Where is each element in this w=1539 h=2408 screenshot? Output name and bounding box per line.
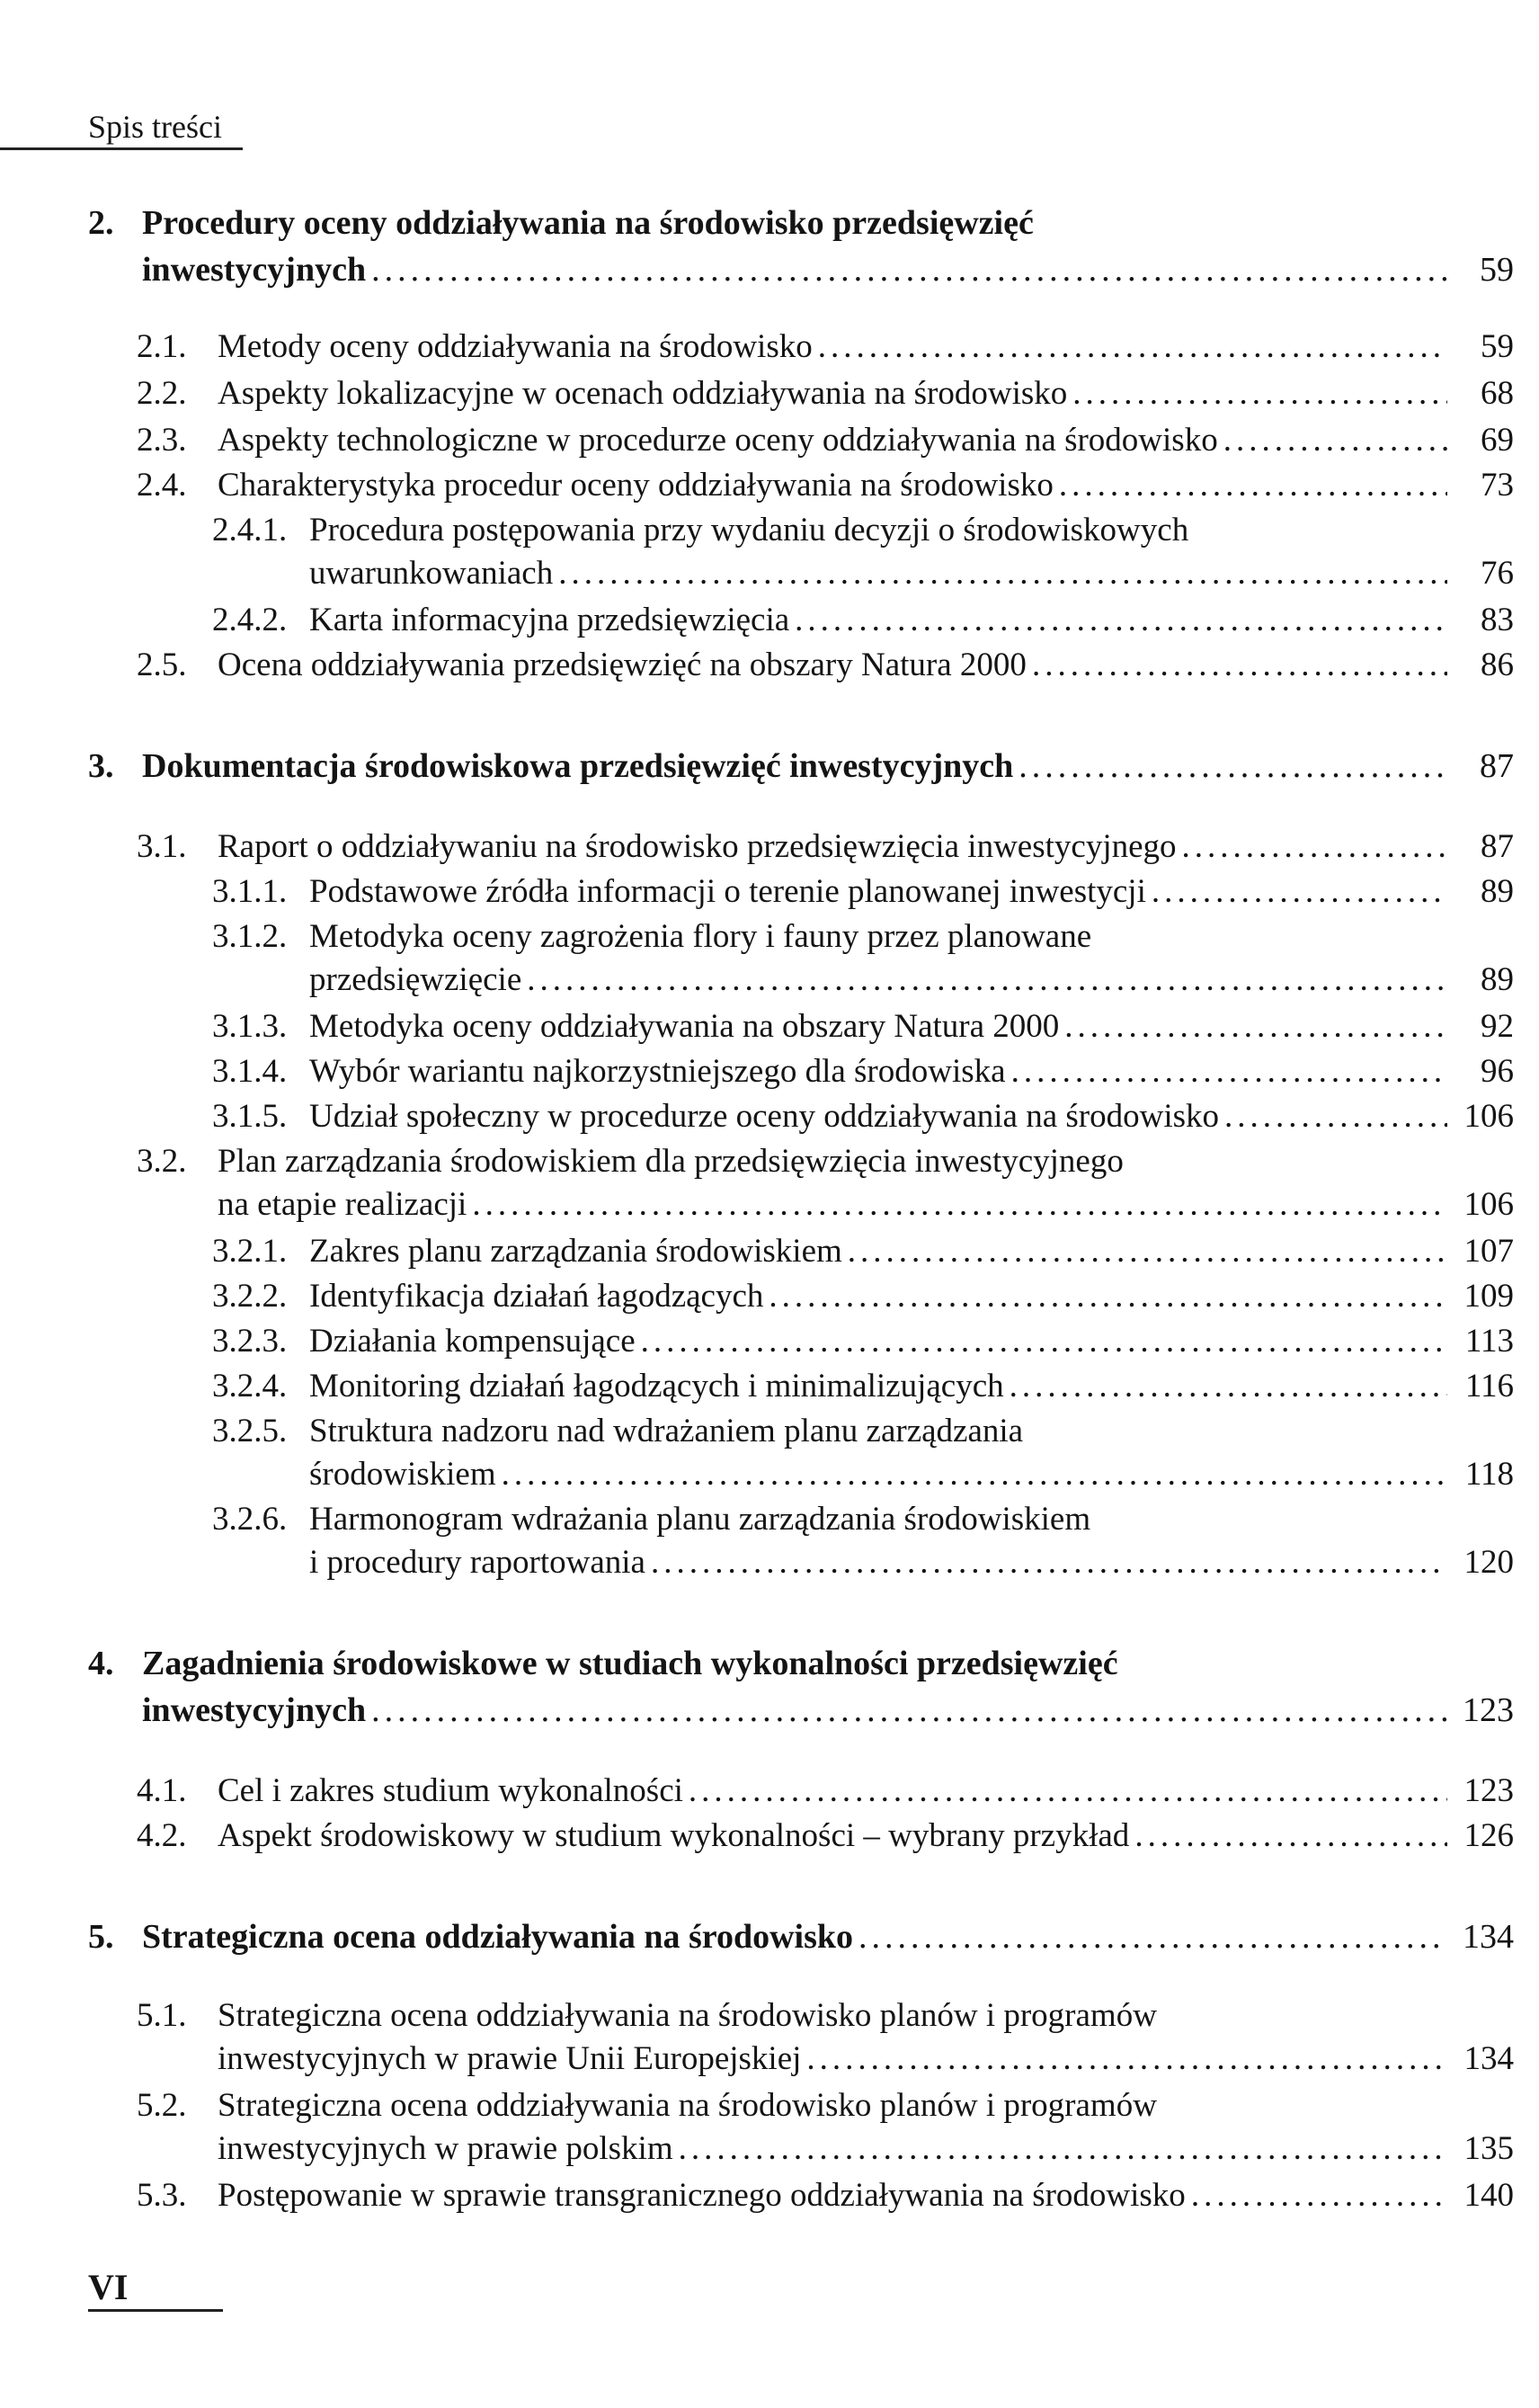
toc-entry-title-line: Postępowanie w sprawie transgranicznego oddziaływania na środowisko: [218, 2177, 1186, 2214]
dot-leader: [558, 552, 1447, 595]
toc-entry-number: 3.: [88, 747, 114, 785]
toc-entry-number: 2.1.: [137, 328, 187, 365]
toc-page-number: 73: [1481, 467, 1514, 504]
toc-entry-title-line: Ocena oddziaływania przedsięwzięć na obszary Natura 2000: [218, 647, 1027, 683]
toc-entry-title-line: Metodyka oceny zagrożenia flory i fauny przez planowane: [309, 918, 1092, 955]
toc-entry-number: 4.: [88, 1645, 114, 1682]
toc-page-number: 87: [1480, 747, 1514, 785]
toc-entry-number: 2.3.: [137, 422, 187, 459]
toc-entry-number: 4.1.: [137, 1772, 187, 1809]
toc-entry-number: 2.4.: [137, 467, 187, 504]
toc-entry-number: 3.2.5.: [212, 1413, 288, 1449]
toc-page-number: 92: [1481, 1008, 1514, 1045]
toc-entry-title-line: przedsięwzięcie: [309, 961, 522, 998]
toc-entry-number: 3.2.3.: [212, 1323, 288, 1360]
toc-entry-title-line: Plan zarządzania środowiskiem dla przedsięwzięcia inwestycyjnego: [218, 1143, 1124, 1180]
toc-page-number: 116: [1464, 1368, 1514, 1405]
toc-entry-title-line: Zakres planu zarządzania środowiskiem: [309, 1233, 842, 1270]
page-number-label: VI: [88, 2267, 129, 2307]
toc-entry-number: 3.2.: [137, 1143, 187, 1180]
toc-page-number: 120: [1463, 1544, 1514, 1581]
toc-entry-title-line: Dokumentacja środowiskowa przedsięwzięć inwestycyjnych: [142, 747, 1014, 785]
dot-leader: [641, 1320, 1447, 1363]
toc-entry-number: 5.1.: [137, 1997, 187, 2034]
toc-entry-title-line: Udział społeczny w procedurze oceny oddziaływania na środowisko: [309, 1098, 1220, 1135]
dot-leader: [371, 246, 1447, 293]
toc-page-number: 134: [1463, 2040, 1514, 2077]
toc-page-number: 109: [1463, 1278, 1514, 1315]
dot-leader: [1224, 1095, 1447, 1138]
dot-leader: [1011, 1050, 1447, 1093]
toc-page-number: 134: [1463, 1918, 1514, 1956]
toc-entry-number: 3.2.6.: [212, 1501, 288, 1538]
dot-leader: [502, 1453, 1447, 1496]
dot-leader: [527, 959, 1447, 1002]
toc-page-number: 59: [1480, 251, 1514, 289]
toc-entry-chapter-2[interactable]: [88, 200, 1514, 293]
toc-entry-number: 2.2.: [137, 375, 187, 412]
dot-leader: [651, 1541, 1447, 1584]
toc-entry-title-line: inwestycyjnych: [142, 1691, 367, 1729]
toc-page-number: 96: [1481, 1053, 1514, 1090]
dot-leader: [472, 1183, 1447, 1226]
toc-entry-number: 3.1.: [137, 828, 187, 865]
toc-entry-title-line: uwarunkowaniach: [309, 555, 554, 592]
toc-entry-number: 3.1.4.: [212, 1053, 288, 1090]
toc-entry-number: 3.1.3.: [212, 1008, 288, 1045]
toc-entry-number: 2.4.2.: [212, 602, 288, 638]
dot-leader: [1032, 644, 1447, 687]
toc-entry-number: 5.3.: [137, 2177, 187, 2214]
toc-entry-number: 3.2.1.: [212, 1233, 288, 1270]
toc-entry-number: 2.5.: [137, 647, 187, 683]
toc-entry-title-line: Charakterystyka procedur oceny oddziaływania na środowisko: [218, 467, 1054, 504]
page-footer: [88, 2266, 223, 2312]
dot-leader: [1010, 1365, 1447, 1408]
toc-page-number: 106: [1463, 1098, 1514, 1135]
dot-leader: [1182, 825, 1447, 869]
toc-entry-title-line: środowiskiem: [309, 1456, 496, 1493]
toc-page-number: 106: [1463, 1186, 1514, 1223]
toc-entry-title-line: Aspekty lokalizacyjne w ocenach oddziaływania na środowisko: [218, 375, 1068, 412]
toc-entry-title-line: Zagadnienia środowiskowe w studiach wykonalności przedsięwzięć: [142, 1645, 1118, 1682]
toc-entry-title-line: Procedura postępowania przy wydaniu decyzji o środowiskowych: [309, 512, 1189, 548]
toc-page-number: 123: [1463, 1772, 1514, 1809]
toc-entry-title-line: inwestycyjnych: [142, 251, 367, 289]
toc-entry-number: 3.1.2.: [212, 918, 288, 955]
toc-entry-title-line: Aspekt środowiskowy w studium wykonalności – wybrany przykład: [218, 1817, 1130, 1854]
dot-leader: [1134, 1815, 1447, 1858]
dot-leader: [806, 2038, 1447, 2081]
toc-entry-title-line: Raport o oddziaływaniu na środowisko przedsięwzięcia inwestycyjnego: [218, 828, 1177, 865]
dot-leader: [689, 1770, 1447, 1813]
toc-entry-title-line: Strategiczna ocena oddziaływania na środowisko: [142, 1918, 854, 1956]
toc-page-number: 68: [1481, 375, 1514, 412]
toc-entry-title-line: inwestycyjnych w prawie Unii Europejskiej: [218, 2040, 802, 2077]
dot-leader: [679, 2127, 1447, 2171]
toc-page-number: 87: [1481, 828, 1514, 865]
toc-entry-title-line: Identyfikacja działań łagodzących: [309, 1278, 764, 1315]
toc-entry-title-line: Monitoring działań łagodzących i minimalizujących: [309, 1368, 1004, 1405]
toc-page-number: 89: [1481, 961, 1514, 998]
toc-entry-number: 3.2.4.: [212, 1368, 288, 1405]
toc-page-number: 107: [1463, 1233, 1514, 1270]
toc-page-number: 135: [1463, 2130, 1514, 2167]
toc-entry-title-line: Metodyka oceny oddziaływania na obszary Natura 2000: [309, 1008, 1060, 1045]
dot-leader: [1019, 743, 1447, 789]
toc-page-number: 126: [1463, 1817, 1514, 1854]
dot-leader: [848, 1230, 1447, 1273]
toc-entry-title-line: Strategiczna ocena oddziaływania na środowisko planów i programów: [218, 2087, 1157, 2124]
toc-page-number: 140: [1463, 2177, 1514, 2214]
toc-page-number: 86: [1481, 647, 1514, 683]
toc-entry-title-line: Strategiczna ocena oddziaływania na środowisko planów i programów: [218, 1997, 1157, 2034]
toc-entry-number: 3.2.2.: [212, 1278, 288, 1315]
toc-entry-number: 2.4.1.: [212, 512, 288, 548]
dot-leader: [1152, 870, 1447, 914]
toc-entry-title-line: Procedury oceny oddziaływania na środowisko przedsięwzięć: [142, 204, 1034, 242]
running-header-title: Spis treści: [88, 109, 222, 145]
toc-page-number: 89: [1481, 873, 1514, 910]
toc-page-number: 118: [1464, 1456, 1514, 1493]
toc-entry-title-line: Podstawowe źródła informacji o terenie planowanej inwestycji: [309, 873, 1146, 910]
toc-page-number: 123: [1463, 1691, 1514, 1729]
toc-page-number: 59: [1481, 328, 1514, 365]
dot-leader: [1064, 1005, 1447, 1048]
toc-entry-title-line: na etapie realizacji: [218, 1186, 467, 1223]
dot-leader: [858, 1913, 1447, 1960]
toc-entry-title-line: Karta informacyjna przedsięwzięcia: [309, 602, 790, 638]
dot-leader: [1059, 464, 1447, 507]
running-header: [0, 101, 243, 150]
dot-leader: [1223, 419, 1447, 462]
toc-entry-title-line: Harmonogram wdrażania planu zarządzania środowiskiem: [309, 1501, 1091, 1538]
toc-page-number: 69: [1481, 422, 1514, 459]
toc-entry-number: 3.1.5.: [212, 1098, 288, 1135]
dot-leader: [1191, 2174, 1447, 2217]
dot-leader: [769, 1275, 1447, 1318]
dot-leader: [1072, 372, 1447, 415]
toc-entry-title-line: Metody oceny oddziaływania na środowisko: [218, 328, 813, 365]
toc-entry-title-line: Działania kompensujące: [309, 1323, 636, 1360]
toc-page-number: 76: [1481, 555, 1514, 592]
toc-entry-title-line: i procedury raportowania: [309, 1544, 645, 1581]
toc-entry-title-line: Struktura nadzoru nad wdrażaniem planu zarządzania: [309, 1413, 1024, 1449]
toc-entry-number: 5.: [88, 1918, 114, 1956]
dot-leader: [795, 599, 1447, 642]
dot-leader: [818, 326, 1447, 369]
toc-entry-number: 4.2.: [137, 1817, 187, 1854]
toc-entry-title-line: Cel i zakres studium wykonalności: [218, 1772, 683, 1809]
toc-entry-title-line: Wybór wariantu najkorzystniejszego dla środowiska: [309, 1053, 1006, 1090]
toc-entry-title-line: Aspekty technologiczne w procedurze oceny oddziaływania na środowisko: [218, 422, 1218, 459]
toc-page-number: 113: [1464, 1323, 1514, 1360]
dot-leader: [371, 1687, 1447, 1734]
toc-page-number: 83: [1481, 602, 1514, 638]
toc-entry-title-line: inwestycyjnych w prawie polskim: [218, 2130, 673, 2167]
toc-entry-number: 3.1.1.: [212, 873, 288, 910]
toc-entry-number: 5.2.: [137, 2087, 187, 2124]
toc-entry-number: 2.: [88, 204, 114, 242]
